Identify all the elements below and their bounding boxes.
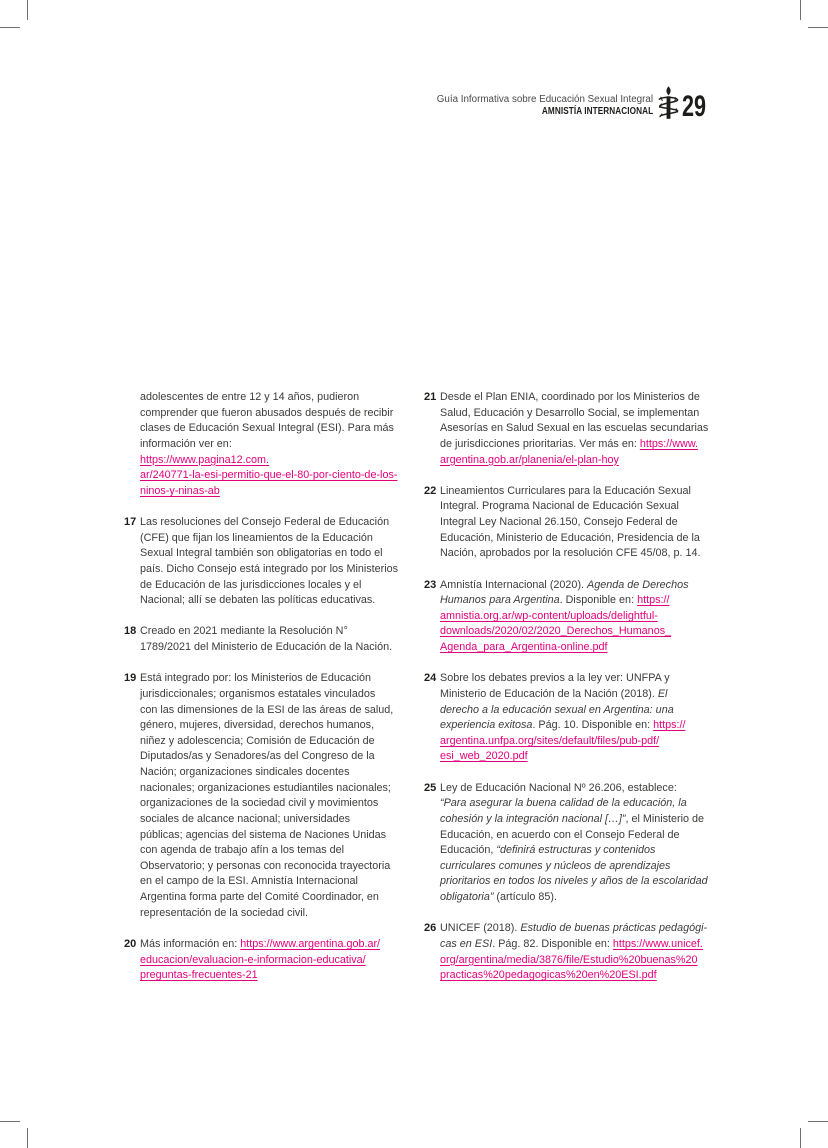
- footnote-text: en el campo de la ESI. Amnistía Internacional: [140, 875, 358, 888]
- footnote-line: [440, 671, 724, 687]
- footnote-number: 25: [424, 781, 437, 794]
- footnote-line: [140, 734, 414, 750]
- footnote-text: Sobre los debates previos a la ley ver: UNFPA y: [440, 672, 670, 685]
- footnote-line: [440, 812, 724, 828]
- footnote-text: de Educación de las jurisdicciones locales y el: [140, 578, 362, 591]
- footnote-18: [124, 624, 414, 655]
- footnote-cited-title: curriculares comunes y núcleos de aprendizajes: [440, 859, 671, 872]
- footnote-text: de jurisdicciones prioritarias. Ver más en:: [440, 437, 640, 450]
- footnote-line: [440, 843, 724, 859]
- publication-title: Guía Informativa sobre Educación Sexual Integral: [436, 94, 653, 105]
- footnote-line: [440, 796, 724, 812]
- footnote-line: [440, 968, 724, 984]
- footnote-line: [140, 953, 414, 969]
- footnote-line: [440, 546, 724, 562]
- footnote-link[interactable]: argentina.gob.ar/planenia/el-plan-hoy: [440, 453, 619, 466]
- footnote-line: [140, 703, 414, 719]
- footnote-text: con agenda de trabajo afín a los temas del: [140, 844, 345, 857]
- footnote-cited-title: obligatoria”: [440, 891, 494, 903]
- footnote-line: [140, 749, 414, 765]
- footnote-text: Nacional; allí se debaten las políticas educativas.: [140, 594, 376, 607]
- footnote-17: [124, 515, 414, 609]
- footnote-text: Más información en:: [140, 937, 241, 950]
- footnote-cited-title: Humanos para Argentina: [440, 594, 560, 607]
- footnote-text: . Disponible en:: [559, 594, 638, 607]
- footnote-line: [440, 515, 724, 531]
- footnote-line: [140, 640, 414, 656]
- footnote-text: . Pág. 10. Disponible en:: [532, 719, 654, 732]
- footnote-link[interactable]: ar/240771-la-esi-permitio-que-el-80-por-ciento-de-los-: [140, 469, 398, 482]
- footnote-text: Argentina forma parte del Comité Coordinador, en: [140, 891, 379, 903]
- footnote-number: 17: [124, 516, 137, 528]
- footnote-number: 18: [124, 625, 137, 638]
- footnote-text: información ver en:: [140, 437, 232, 450]
- footnote-number: 19: [124, 672, 137, 685]
- footnote-22: [424, 484, 724, 562]
- candle-barbed-wire-icon: [657, 85, 680, 120]
- footnote-link[interactable]: educacion/evaluacion-e-informacion-educativa/: [140, 953, 366, 966]
- footnote-line: [140, 578, 414, 594]
- footnote-number: 21: [424, 391, 437, 403]
- footnote-cited-title: “Para asegurar la buena calidad de la educación, la: [440, 797, 687, 810]
- footnote-line: [440, 874, 724, 890]
- footnote-line: [140, 859, 414, 875]
- footnote-text: 1789/2021 del Ministerio de Educación de la Nación.: [140, 641, 393, 653]
- crop-mark-bottom-left-vertical: [27, 1128, 28, 1148]
- footnote-line: [440, 437, 724, 453]
- footnote-link[interactable]: https://www.unicef.: [612, 937, 703, 950]
- footnote-link[interactable]: https://: [653, 719, 686, 732]
- footnote-cited-title: experiencia exitosa: [440, 719, 533, 732]
- footnote-link[interactable]: https://www.: [639, 437, 699, 450]
- footnote-link[interactable]: downloads/2020/02/2020_Derechos_Humanos_: [440, 625, 672, 638]
- footnote-link[interactable]: org/argentina/media/3876/file/Estudio%20buenas%20: [440, 953, 698, 966]
- footnote-link[interactable]: https://www.pagina12.com.: [140, 453, 270, 466]
- footnote-line: [140, 515, 414, 531]
- footnote-text: Sexual Integral también son obligatorias en todo el: [140, 547, 383, 560]
- footnote-25: [424, 781, 724, 906]
- footnote-line: [440, 499, 724, 515]
- footnote-line: [140, 796, 414, 812]
- crop-mark-top-left-horizontal: [0, 27, 20, 28]
- footnote-text: Ministerio de Educación de la Nación (2018).: [440, 687, 658, 700]
- footnote-23: [424, 578, 724, 656]
- footnote-text: UNICEF (2018).: [440, 922, 521, 935]
- footnote-link[interactable]: amnistia.org.ar/wp-content/uploads/delightful-: [440, 609, 658, 622]
- footnote-line: [440, 453, 724, 469]
- footnote-text: adolescentes de entre 12 y 14 años, pudieron: [140, 391, 360, 403]
- footnote-cited-title: cohesión y la integración nacional […]”: [440, 812, 626, 825]
- footnote-text: (artículo 85).: [493, 891, 558, 903]
- footnote-text: Integral. Programa Nacional de Educación Sexual: [440, 500, 679, 513]
- footnote-number: 24: [424, 672, 437, 685]
- footnote-line: [140, 890, 414, 906]
- footnote-link[interactable]: Agenda_para_Argentina-online.pdf: [440, 641, 608, 653]
- footnote-text: Diputados/as y Senadores/as del Congreso de la: [140, 750, 375, 763]
- footnote-line: [440, 624, 724, 640]
- footnote-line: [140, 718, 414, 734]
- footnote-line: [440, 687, 724, 703]
- footnote-link[interactable]: preguntas-frecuentes-21: [140, 969, 258, 982]
- footnote-line: [440, 578, 724, 594]
- footnote-link[interactable]: https://www.argentina.gob.ar/: [240, 937, 381, 950]
- footnote-line: [440, 718, 724, 734]
- footnote-text: género, mujeres, diversidad, derechos humanos,: [140, 719, 375, 732]
- footnote-line: [440, 609, 724, 625]
- footnote-text: . Pág. 82. Disponible en:: [492, 937, 613, 950]
- footnote-text: Educación, Ministerio de Educación, Presidencia de la: [440, 531, 700, 544]
- footnote-text: Está integrado por: los Ministerios de Educación: [140, 672, 372, 685]
- footnote-text: Asesorías en Salud Sexual en las escuelas secundarias: [440, 422, 709, 435]
- footnote-line: [440, 640, 724, 656]
- footnote-number: 23: [424, 578, 437, 591]
- footnote-line: [440, 421, 724, 437]
- footnote-line: [440, 593, 724, 609]
- footnote-text: Lineamientos Curriculares para la Educación Sexual: [440, 484, 691, 497]
- footnote-text: Nación; organizaciones sindicales docentes: [140, 766, 350, 778]
- footnote-text: Educación,: [440, 844, 497, 857]
- footnote-line: [140, 843, 414, 859]
- footnote-line: [140, 468, 414, 484]
- footnote-line: [440, 921, 724, 937]
- footnote-line: [140, 874, 414, 890]
- footnote-text: Integral Ley Nacional 26.150, Consejo Federal de: [440, 516, 678, 528]
- footnote-text: , el Ministerio de: [625, 812, 705, 825]
- footnote-line: [440, 953, 724, 969]
- footnote-line: [440, 484, 724, 500]
- footnote-line: [140, 453, 414, 469]
- footnote-cited-title: prioritarios en todos los niveles y años de la escolaridad: [440, 875, 708, 888]
- crop-mark-top-right-vertical: [800, 0, 801, 20]
- footnote-line: [140, 812, 414, 828]
- footnote-line: [440, 749, 724, 765]
- footnotes-left-column: [124, 390, 414, 999]
- footnote-text: Observatorio; y personas con reconocida trayectoria: [140, 859, 391, 872]
- footnote-text: Amnistía Internacional (2020).: [440, 578, 588, 591]
- footnote-text: Las resoluciones del Consejo Federal de Educación: [140, 516, 390, 528]
- organization-name: AMNISTÍA INTERNACIONAL: [541, 106, 653, 117]
- footnote-line: [140, 437, 414, 453]
- footnote-text: representación de la sociedad civil.: [140, 906, 309, 919]
- footnote-line: [140, 593, 414, 609]
- footnote-cited-title: cas en ESI: [440, 937, 493, 950]
- footnote-21: [424, 390, 724, 468]
- footnote-text: con las dimensiones de la ESI de las áreas de salud,: [140, 703, 394, 716]
- footnote-text: Nación, aprobados por la resolución CFE 45/08, p. 14.: [440, 547, 701, 560]
- footnote-text: (CFE) que fijan los lineamientos de la Educación: [140, 531, 373, 544]
- footnote-19: [124, 671, 414, 921]
- footnote-line: [140, 484, 414, 500]
- footnote-link[interactable]: practicas%20pedagogicas%20en%20ESI.pdf: [440, 969, 657, 982]
- footnote-24: [424, 671, 724, 765]
- footnote-line: [140, 671, 414, 687]
- footnote-line: [440, 859, 724, 875]
- footnote-cited-title: El: [657, 687, 668, 700]
- footnote-line: [440, 937, 724, 953]
- footnote-text: sociales de alcance nacional; universidades: [140, 812, 351, 825]
- footnote-line: [140, 765, 414, 781]
- footnote-cited-title: “definirá estructuras y contenidos: [496, 844, 656, 857]
- crop-mark-top-left-vertical: [27, 0, 28, 20]
- footnote-line: [440, 531, 724, 547]
- footnote-link[interactable]: https://: [637, 594, 670, 607]
- footnote-line: [440, 390, 724, 406]
- running-header: [437, 94, 653, 118]
- footnote-text: comprender que fueron abusados después de recibir: [140, 406, 394, 419]
- footnote-line: [440, 781, 724, 797]
- footnote-line: [140, 546, 414, 562]
- footnote-number: 20: [124, 937, 137, 950]
- footnotes-right-column: [424, 390, 724, 999]
- footnote-text: clases de Educación Sexual Integral (ESI). Para más: [140, 422, 394, 435]
- footnote-line: [440, 406, 724, 422]
- footnote-line: [140, 906, 414, 922]
- footnote-number: 26: [424, 922, 437, 935]
- footnote-line: [440, 703, 724, 719]
- footnote-text: Ley de Educación Nacional Nº 26.206, establece:: [440, 781, 677, 794]
- footnote-line: [140, 937, 414, 953]
- footnote-line: [440, 828, 724, 844]
- footnote-line: [140, 421, 414, 437]
- footnote-line: [140, 624, 414, 640]
- footnote-link[interactable]: argentina.unfpa.org/sites/default/files/pub-pdf/: [440, 734, 660, 747]
- footnote-cited-title: Estudio de buenas prácticas pedagógi-: [520, 922, 708, 935]
- footnote-line: [140, 781, 414, 797]
- footnote-text: Salud, Educación y Desarrollo Social, se implementan: [440, 406, 700, 419]
- footnote-text: Educación, en acuerdo con el Consejo Federal de: [440, 828, 680, 841]
- footnote-line: [140, 687, 414, 703]
- footnote-line: [140, 828, 414, 844]
- footnote-text: niñez y adolescencia; Comisión de Educación de: [140, 734, 375, 747]
- footnote-26: [424, 921, 724, 984]
- footnote-number: 22: [424, 484, 437, 497]
- footnote-line: [440, 890, 724, 906]
- footnote-text: organizaciones de la sociedad civil y movimientos: [140, 797, 379, 810]
- footnote-continuation: [124, 390, 414, 499]
- crop-mark-bottom-right-horizontal: [808, 1121, 828, 1122]
- page-number: 29: [682, 90, 707, 123]
- footnote-text: Creado en 2021 mediante la Resolución N°: [140, 625, 348, 638]
- crop-mark-top-right-horizontal: [808, 27, 828, 28]
- footnote-line: [140, 562, 414, 578]
- footnote-line: [440, 734, 724, 750]
- footnote-cited-title: derecho a la educación sexual en Argentina: una: [440, 703, 674, 716]
- footnote-20: [124, 937, 414, 984]
- footnote-line: [140, 531, 414, 547]
- footnote-text: Desde el Plan ENIA, coordinado por los Ministerios de: [440, 391, 700, 403]
- crop-mark-bottom-left-horizontal: [0, 1121, 20, 1122]
- footnote-link[interactable]: esi_web_2020.pdf: [440, 750, 528, 763]
- footnote-line: [140, 968, 414, 984]
- crop-mark-bottom-right-vertical: [800, 1128, 801, 1148]
- footnote-cited-title: Agenda de Derechos: [587, 578, 689, 591]
- footnote-text: jurisdiccionales; organismos estatales vinculados: [140, 687, 376, 700]
- footnote-link[interactable]: ninos-y-ninas-ab: [140, 484, 220, 497]
- footnote-text: nacionales; organizaciones estudiantiles nacionales;: [140, 781, 391, 794]
- footnote-line: [140, 406, 414, 422]
- footnote-line: [140, 390, 414, 406]
- footnote-text: públicas; agencias del sistema de Naciones Unidas: [140, 828, 387, 841]
- footnote-text: país. Dicho Consejo está integrado por los Ministerios: [140, 562, 399, 575]
